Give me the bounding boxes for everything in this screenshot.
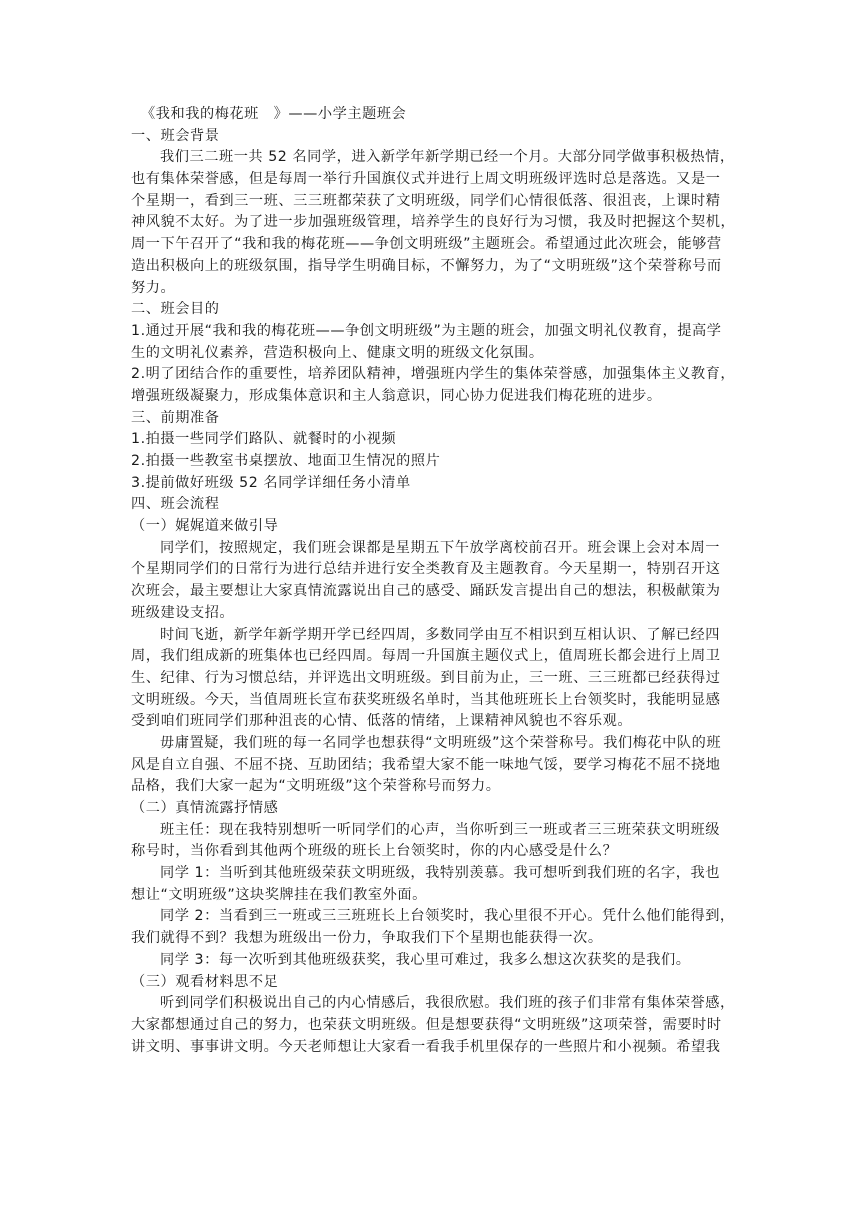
text-line: 时间飞逝，新学年新学期开学已经四周，多数同学由互不相识到互相认识、了解已经四 — [160, 626, 721, 643]
text-line: 1.通过开展“我和我的梅花班——争创文明班级”为主题的班会，加强文明礼仪教育，提高学 — [131, 322, 722, 339]
text-line: 个星期一，看到三一班、三三班都荣获了文明班级，同学们心情很低落、很沮丧，上课时精 — [131, 192, 721, 209]
text-line: 努力。 — [131, 279, 176, 296]
text-line: 同学 3：每一次听到其他班级获奖，我心里可难过，我多么想这次获奖的是我们。 — [160, 951, 691, 968]
text-line: 个星期同学们的日常行为进行总结并进行安全类教育及主题教育。今天星期一，特别召开这 — [131, 561, 721, 578]
text-line: 班级建设支招。 — [131, 604, 235, 621]
text-line: 大家都想通过自己的努力，也荣获文明班级。但是想要获得“文明班级”这项荣誉，需要时时 — [131, 1016, 722, 1033]
text-line: 周，我们组成新的班集体也已经四周。每周一升国旗主题仪式上，值周班长都会进行上周卫 — [131, 648, 721, 665]
text-line: 造出积极向上的班级氛围，指导学生明确目标，不懈努力，为了“文明班级”这个荣誉称号而 — [131, 257, 722, 274]
text-line: 1.拍摄一些同学们路队、就餐时的小视频 — [131, 431, 397, 448]
text-line: 同学们，按照规定，我们班会课都是星期五下午放学离校前召开。班会课上会对本周一 — [160, 539, 721, 556]
text-line: 风是自立自强、不屈不挠、互助团结；我希望大家不能一味地气馁，要学习梅花不屈不挠地 — [131, 756, 721, 773]
text-line: 想让“文明班级”这块奖牌挂在我们教室外面。 — [131, 886, 427, 903]
text-line: （三）观看材料思不足 — [131, 973, 279, 990]
text-line: 听到同学们积极说出自己的内心情感后，我很欣慰。我们班的孩子们非常有集体荣誉感， — [160, 995, 735, 1012]
text-line: 2.明了团结合作的重要性，培养团队精神，增强班内学生的集体荣誉感，加强集体主义教育， — [131, 366, 736, 383]
text-line: 神风貌不太好。为了进一步加强班级管理，培养学生的良好行为习惯，我及时把握这个契机， — [131, 214, 736, 231]
text-line: 三、前期准备 — [131, 409, 220, 426]
document-title: 《我和我的梅花班 》——小学主题班会 — [141, 106, 407, 122]
text-line: （一）娓娓道来做引导 — [131, 518, 279, 535]
text-line: 毋庸置疑，我们班的每一名同学也想获得“文明班级”这个荣誉称号。我们梅花中队的班 — [160, 734, 722, 751]
text-line: 生的文明礼仪素养，营造积极向上、健康文明的班级文化氛围。 — [131, 344, 544, 361]
text-line: 我们就得不到？我想为班级出一份力，争取我们下个星期也能获得一次。 — [131, 930, 603, 947]
text-line: 次班会，最主要想让大家真情流露说出自己的感受、踊跃发言提出自己的想法，积极献策为 — [131, 583, 721, 600]
text-line: 2.拍摄一些教室书桌摆放、地面卫生情况的照片 — [131, 453, 441, 469]
text-line: 文明班级。今天，当值周班长宣布获奖班级名单时，当其他班班长上台领奖时，我能明显感 — [131, 691, 721, 708]
text-line: 一、班会背景 — [131, 127, 220, 144]
text-line: 同学 2：当看到三一班或三三班班长上台领奖时，我心里很不开心。凭什么他们能得到， — [160, 908, 735, 925]
document-body — [131, 126, 736, 1059]
document-page — [131, 104, 736, 1058]
text-line: 增强班级凝聚力，形成集体意识和主人翁意识，同心协力促进我们梅花班的进步。 — [131, 387, 662, 404]
text-line: 同学 1：当听到其他班级荣获文明班级，我特别羡慕。我可想听到我们班的名字，我也 — [160, 865, 720, 882]
text-line: 生、纪律、行为习惯总结，并评选出文明班级。到目前为止，三一班、三三班都已经获得过 — [131, 669, 721, 686]
text-line: 二、班会目的 — [131, 301, 220, 318]
text-line: 也有集体荣誉感，但是每周一举行升国旗仪式并进行上周文明班级评选时总是落选。又是一 — [131, 171, 721, 188]
text-line: 周一下午召开了“我和我的梅花班——争创文明班级”主题班会。希望通过此次班会，能够营 — [131, 236, 722, 253]
text-line: （二）真情流露抒情感 — [131, 800, 279, 816]
text-line: 品格，我们大家一起为“文明班级”这个荣誉称号而努力。 — [131, 778, 501, 795]
text-line: 讲文明、事事讲文明。今天老师想让大家看一看我手机里保存的一些照片和小视频。希望我 — [131, 1038, 721, 1055]
text-line: 四、班会流程 — [131, 496, 220, 513]
text-line: 称号时，当你看到其他两个班级的班长上台领奖时，你的内心感受是什么？ — [131, 843, 618, 860]
text-line: 3.提前做好班级 52 名同学详细任务小清单 — [131, 474, 411, 491]
text-line: 班主任：现在我特别想听一听同学们的心声，当你听到三一班或者三三班荣获文明班级 — [160, 821, 721, 838]
text-line: 我们三二班一共 52 名同学，进入新学年新学期已经一个月。大部分同学做事积极热情， — [160, 149, 735, 166]
text-line: 受到咱们班同学们那种沮丧的心情、低落的情绪，上课精神风貌也不容乐观。 — [131, 713, 633, 730]
